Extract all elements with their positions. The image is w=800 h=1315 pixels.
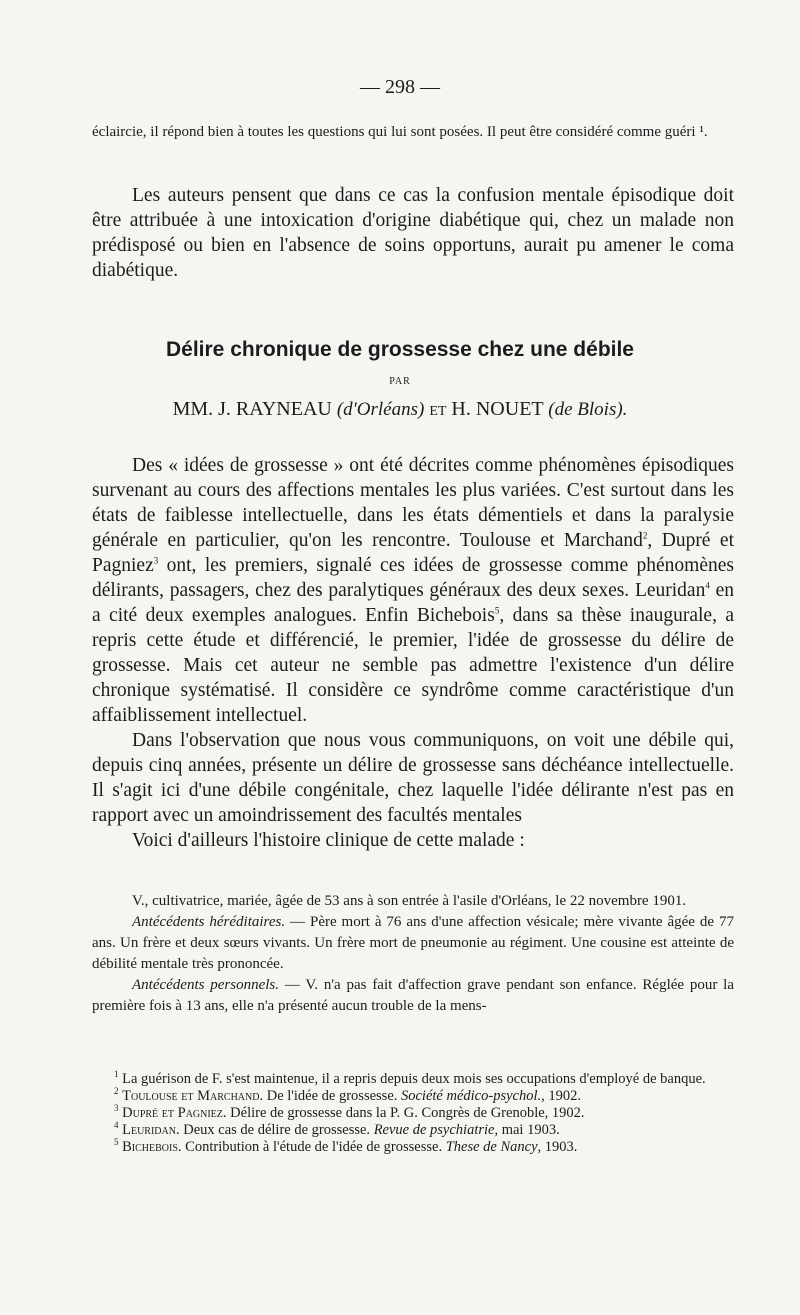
footnote-author: Leuridan. — [122, 1122, 180, 1138]
footnote-journal: These de Nancy — [445, 1139, 538, 1155]
body-text: en a cité deux exemples analogues. Enfin Bichebois — [92, 580, 735, 626]
hereditary-label: Antécédents héréditaires. — [132, 914, 286, 930]
author-2-place: (de Blois). — [548, 399, 628, 420]
conclusion-text: Les auteurs pensent que dans ce cas la confusion mentale épisodique doit être attribuée à une intoxication d'origine diabétique qui, chez un malade non prédisposé ou bien en l'absence de soins opportuns, aurait pu amener le coma diabétique. — [92, 185, 734, 281]
page-number: — 298 — — [360, 76, 440, 98]
footnote-text: Deux cas de délire de grossesse. — [179, 1122, 374, 1138]
footnote-author: Bichebois. — [122, 1139, 182, 1155]
footnote-author: Dupré et Pagniez. — [122, 1105, 227, 1121]
body-text: ont, les premiers, signalé ces idées de grossesse comme phénomènes délirants, passagers, chez des paralytiques généraux des deux sexes. Leuridan — [92, 555, 734, 601]
case-history — [92, 891, 734, 1017]
footnote-year: , mai 1903. — [494, 1122, 560, 1138]
footnote-ref: 5 — [494, 605, 500, 616]
body-text: Des « idées de grossesse » ont été décrites comme phénomènes épisodiques survenant au cours des affections mentales les plus variées. C'est surtout dans les états de faiblesse intellectuelle, dans les états démentiels et dans la paralysie générale en particulier, qu'on les rencontre. Toulouse et Marchand — [92, 455, 734, 551]
body-paragraph-1 — [92, 453, 734, 728]
case-intro: V., cultivatrice, mariée, âgée de 53 ans à son entrée à l'asile d'Orléans, le 22 novembre 1901. — [132, 893, 687, 909]
hereditary-text: — Père mort à 76 ans d'une affection vésicale; mère vivante âgée de 77 ans. Un frère et deux sœurs vivants. Un frère mort de pneumonie au régiment. Une cousine est atteinte de débilité mentale très prononcée. — [92, 914, 734, 972]
case-personal — [92, 975, 734, 1017]
footnote-text: Contribution à l'étude de l'idée de grossesse. — [181, 1139, 446, 1155]
authors-and: ET — [429, 404, 447, 419]
footnote-journal: Société médico-psychol. — [401, 1088, 542, 1104]
footnotes — [92, 1071, 734, 1156]
case-hereditary — [92, 912, 734, 975]
article-body — [92, 453, 734, 853]
footnote-year: , 1902. — [541, 1088, 581, 1104]
personal-label: Antécédents personnels. — [132, 977, 280, 993]
footnote-3 — [92, 1105, 734, 1122]
footnote-4 — [92, 1122, 734, 1139]
footnote-2 — [92, 1088, 734, 1105]
footnote-ref: 3 — [153, 555, 159, 566]
article-authors — [0, 398, 800, 421]
footnote-number: 4 — [114, 1120, 119, 1131]
article-par: PAR — [389, 376, 411, 387]
body-paragraph-2: Dans l'observation que nous vous communiquons, on voit une débile qui, depuis cinq années, présente un délire de grossesse sans déchéance intellectuelle. Il s'agit ici d'une débile congénitale, chez laquelle l'idée délirante n'est pas en rapport avec un amoindrissement des facultés mentales — [92, 730, 734, 826]
footnote-number: 2 — [114, 1086, 119, 1097]
footnote-year: , 1903. — [537, 1139, 578, 1155]
article-title: Délire chronique de grossesse chez une débile — [166, 338, 634, 361]
footnote-ref: 4 — [705, 580, 710, 591]
author-1: MM. J. RAYNEAU — [172, 398, 332, 420]
footnote-ref: 2 — [642, 530, 648, 541]
author-2: H. NOUET — [451, 398, 544, 420]
body-text: , Dupré et Pagniez — [92, 530, 734, 576]
footnote-number: 1 — [114, 1069, 119, 1080]
conclusion-paragraph — [92, 183, 734, 283]
personal-text: — V. n'a pas fait d'affection grave pendant son enfance. Réglée pour la première fois à 13 ans, elle n'a présenté aucun trouble de la mens- — [92, 977, 734, 1014]
footnote-5 — [92, 1139, 734, 1156]
footnote-text: La guérison de F. s'est maintenue, il a repris depuis deux mois ses occupations d'employé de banque. — [122, 1071, 706, 1087]
footnote-journal: Revue de psychiatrie — [373, 1122, 495, 1138]
top-paragraph — [92, 122, 734, 143]
body-text: , dans sa thèse inaugurale, a repris cette étude et différencié, le premier, l'idée de grossesse du délire de grossesse. Mais cet auteur ne semble pas admettre l'existence d'un délire chronique systématisé. Il considère ce syndrôme comme caractéristique d'un affaiblissement intellectuel. — [92, 605, 734, 726]
footnote-author: Toulouse et Marchand. — [122, 1088, 264, 1104]
top-paragraph-text: éclaircie, il répond bien à toutes les questions qui lui sont posées. Il peut être considéré comme guéri ¹. — [92, 124, 708, 140]
footnote-text: De l'idée de grossesse. — [263, 1088, 401, 1104]
footnote-1 — [92, 1071, 734, 1088]
footnote-number: 3 — [114, 1103, 119, 1114]
author-1-place: (d'Orléans) — [336, 399, 425, 420]
footnote-text: Délire de grossesse dans la P. G. Congrès de Grenoble, 1902. — [226, 1105, 585, 1121]
body-paragraph-3: Voici d'ailleurs l'histoire clinique de cette malade : — [132, 830, 525, 851]
footnote-number: 5 — [114, 1137, 119, 1148]
